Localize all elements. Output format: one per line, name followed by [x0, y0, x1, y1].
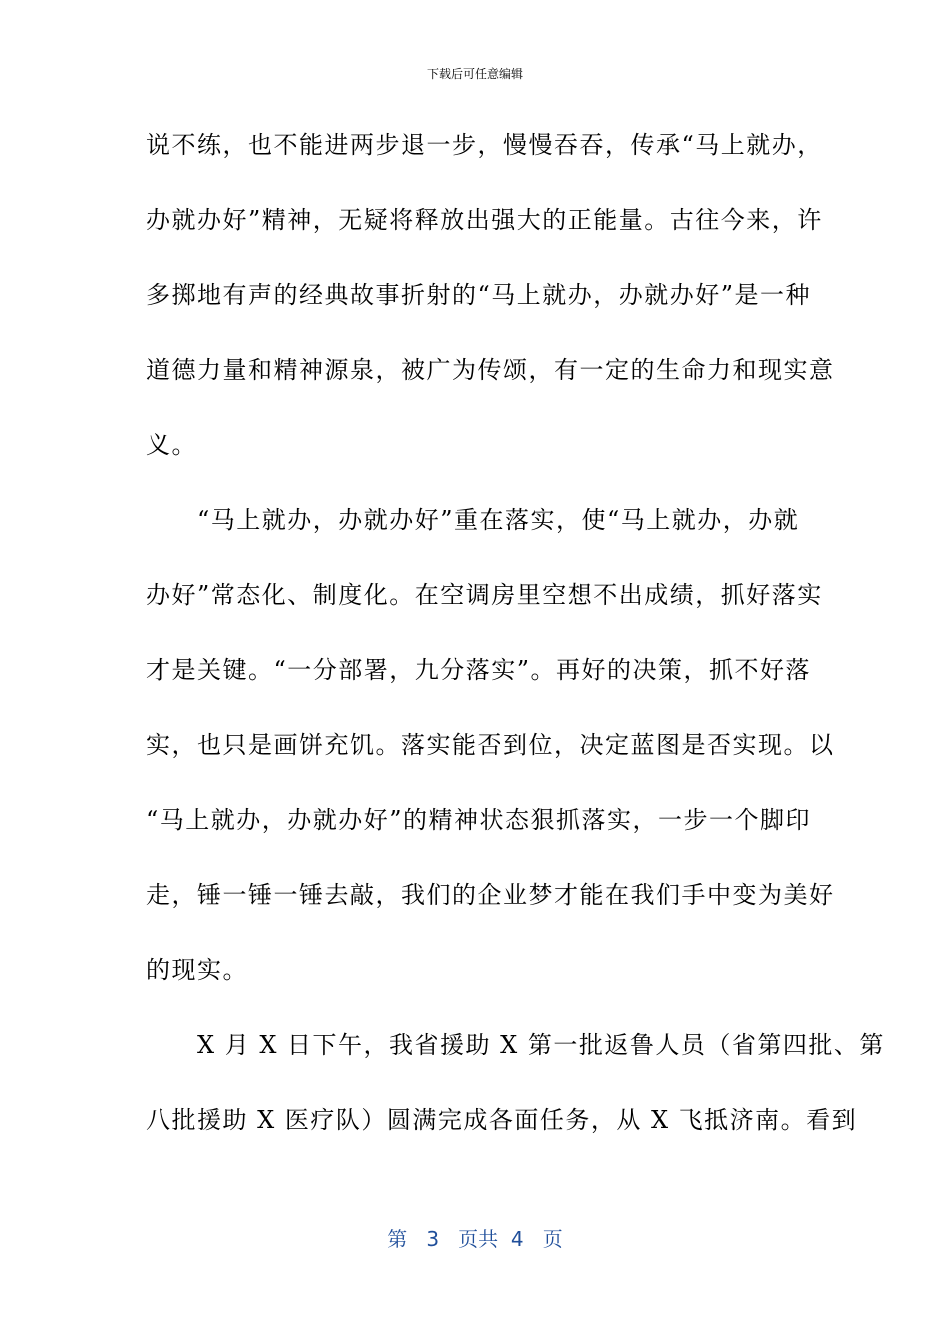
text-line: 才是关键。“一分部署，九分落实”。再好的决策，抓不好落 [146, 656, 812, 684]
text-line: “马上就办，办就办好”重在落实，使“马上就办，办就 [146, 506, 800, 534]
current-page-number: 3 [426, 1227, 440, 1251]
footer-suffix: 页 [542, 1227, 563, 1251]
text-line: 走，锤一锤一锤去敲，我们的企业梦才能在我们手中变为美好 [146, 881, 835, 909]
footer-middle: 页共 [458, 1227, 499, 1251]
text-line: 多掷地有声的经典故事折射的“马上就办，办就办好”是一种 [146, 281, 812, 309]
text-line: 实，也只是画饼充饥。落实能否到位，决定蓝图是否实现。以 [146, 731, 835, 759]
page-footer [0, 1226, 950, 1252]
text-line: 道德力量和精神源泉，被广为传颂，有一定的生命力和现实意 [146, 356, 835, 384]
document-body [146, 125, 885, 1175]
total-pages-number: 4 [510, 1227, 524, 1251]
text-line: 说不练，也不能进两步退一步，慢慢吞吞，传承“马上就办， [146, 131, 823, 159]
text-line: 八批援助 X 医疗队）圆满完成各面任务，从 X 飞抵济南。看到 [146, 1106, 858, 1134]
text-line: X 月 X 日下午，我省援助 X 第一批返鲁人员（省第四批、第 [146, 1031, 885, 1059]
page-header: 下载后可任意编辑 [426, 67, 523, 81]
text-line: 的现实。 [146, 956, 248, 984]
text-line: 办好”常态化、制度化。在空调房里空想不出成绩，抓好落实 [146, 581, 823, 609]
footer-prefix: 第 [387, 1227, 408, 1251]
text-line: “马上就办，办就办好”的精神状态狠抓落实，一步一个脚印 [146, 806, 812, 834]
text-line: 义。 [146, 431, 197, 459]
text-line: 办就办好”精神，无疑将释放出强大的正能量。古往今来，许 [146, 206, 823, 234]
